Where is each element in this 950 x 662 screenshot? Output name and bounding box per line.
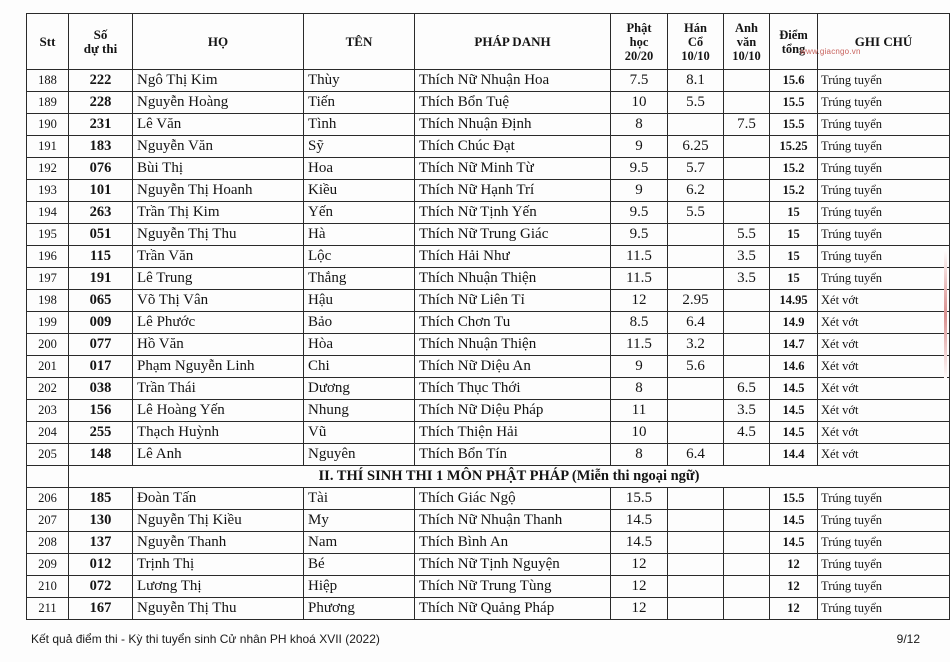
cell-sbd: 231 [69,114,133,136]
cell-diem-tong: 14.5 [770,400,818,422]
header-han-co-line2: Cổ [687,34,704,49]
cell-stt: 211 [27,598,69,620]
cell-ho: Phạm Nguyễn Linh [133,356,304,378]
cell-phat-hoc: 14.5 [611,510,668,532]
cell-diem-tong: 15.6 [770,70,818,92]
cell-phap-danh: Thích Nữ Tịnh Nguyện [415,554,611,576]
cell-phap-danh: Thích Nhuận Định [415,114,611,136]
cell-ghi-chu: Trúng tuyển [818,70,950,92]
cell-ghi-chu: Xét vớt [818,334,950,356]
cell-phap-danh: Thích Nữ Trung Tùng [415,576,611,598]
cell-phap-danh: Thích Nữ Liên Tỉ [415,290,611,312]
cell-phat-hoc: 12 [611,576,668,598]
cell-phat-hoc: 8 [611,444,668,466]
cell-diem-tong: 14.5 [770,510,818,532]
cell-ghi-chu: Xét vớt [818,378,950,400]
cell-anh-van [724,158,770,180]
cell-ho: Trịnh Thị [133,554,304,576]
cell-ten: Bé [304,554,415,576]
cell-ten: Hà [304,224,415,246]
cell-phat-hoc: 9 [611,136,668,158]
cell-sbd: 228 [69,92,133,114]
header-row [27,14,950,70]
cell-diem-tong: 15 [770,268,818,290]
header-anh-van-line2: văn [736,34,757,49]
cell-han-co: 6.25 [668,136,724,158]
cell-phap-danh: Thích Bổn Tín [415,444,611,466]
cell-stt: 206 [27,488,69,510]
cell-phat-hoc: 11.5 [611,268,668,290]
cell-sbd: 077 [69,334,133,356]
table-row [27,246,950,268]
cell-han-co [668,268,724,290]
cell-han-co: 3.2 [668,334,724,356]
cell-sbd: 263 [69,202,133,224]
table-row [27,202,950,224]
cell-ten: My [304,510,415,532]
cell-ghi-chu: Trúng tuyển [818,268,950,290]
cell-phap-danh: Thích Chơn Tu [415,312,611,334]
header-phat-hoc-line3: 20/20 [624,48,654,63]
table-row [27,70,950,92]
cell-ho: Nguyễn Thị Kiều [133,510,304,532]
cell-diem-tong: 14.5 [770,532,818,554]
cell-ten: Thùy [304,70,415,92]
cell-sbd: 148 [69,444,133,466]
cell-ten: Chi [304,356,415,378]
header-diem-tong-line2: tổng [781,41,806,56]
section-title: II. THÍ SINH THI 1 MÔN PHẬT PHÁP (Miễn thi ngoại ngữ) [69,466,950,488]
cell-phat-hoc: 11.5 [611,246,668,268]
cell-han-co: 5.5 [668,92,724,114]
header-anh-van-line3: 10/10 [732,48,761,63]
cell-han-co [668,246,724,268]
cell-sbd: 076 [69,158,133,180]
cell-phap-danh: Thích Nữ Hạnh Trí [415,180,611,202]
header-han-co-line3: 10/10 [681,48,710,63]
cell-anh-van [724,444,770,466]
cell-ten: Yến [304,202,415,224]
cell-sbd: 017 [69,356,133,378]
cell-anh-van [724,180,770,202]
cell-ghi-chu: Xét vớt [818,356,950,378]
cell-phap-danh: Thích Nữ Diệu An [415,356,611,378]
cell-phap-danh: Thích Giác Ngộ [415,488,611,510]
cell-diem-tong: 15 [770,246,818,268]
page-edge-mark [944,250,947,380]
cell-diem-tong: 15.5 [770,114,818,136]
cell-ten: Thắng [304,268,415,290]
cell-diem-tong: 12 [770,598,818,620]
cell-ghi-chu: Trúng tuyển [818,114,950,136]
cell-han-co: 5.7 [668,158,724,180]
cell-stt: 192 [27,158,69,180]
cell-ho: Nguyễn Hoàng [133,92,304,114]
cell-anh-van [724,312,770,334]
cell-ghi-chu: Trúng tuyển [818,598,950,620]
cell-sbd: 012 [69,554,133,576]
cell-sbd: 137 [69,532,133,554]
cell-ten: Lộc [304,246,415,268]
table-row [27,312,950,334]
cell-phat-hoc: 14.5 [611,532,668,554]
cell-sbd: 185 [69,488,133,510]
header-ten: TÊN [304,14,415,70]
cell-ten: Bảo [304,312,415,334]
cell-ghi-chu: Trúng tuyển [818,246,950,268]
footer-title: Kết quả điểm thi - Kỳ thi tuyển sinh Cử nhân PH khoá XVII (2022) [31,632,380,646]
cell-han-co [668,576,724,598]
cell-phap-danh: Thích Thục Thới [415,378,611,400]
cell-stt: 188 [27,70,69,92]
table-row [27,136,950,158]
table-row [27,158,950,180]
cell-ho: Trần Thái [133,378,304,400]
cell-han-co [668,488,724,510]
cell-diem-tong: 15.5 [770,488,818,510]
header-han-co-line1: Hán [684,20,707,35]
table-row [27,290,950,312]
cell-ten: Nhung [304,400,415,422]
cell-anh-van [724,290,770,312]
cell-stt: 193 [27,180,69,202]
cell-anh-van: 4.5 [724,422,770,444]
cell-phat-hoc: 12 [611,554,668,576]
cell-ten: Tài [304,488,415,510]
cell-ho: Hồ Văn [133,334,304,356]
cell-ho: Nguyễn Thị Thu [133,598,304,620]
cell-ho: Lê Hoàng Yến [133,400,304,422]
cell-han-co [668,378,724,400]
cell-stt: 210 [27,576,69,598]
cell-ho: Nguyễn Thị Hoanh [133,180,304,202]
cell-phat-hoc: 11.5 [611,334,668,356]
cell-han-co: 5.6 [668,356,724,378]
cell-anh-van: 3.5 [724,400,770,422]
cell-han-co [668,554,724,576]
cell-ten: Phương [304,598,415,620]
header-phat-hoc [611,14,668,70]
cell-phat-hoc: 8 [611,378,668,400]
cell-phap-danh: Thích Nhuận Thiện [415,334,611,356]
table-row [27,180,950,202]
cell-phat-hoc: 9 [611,180,668,202]
cell-phap-danh: Thích Thiện Hải [415,422,611,444]
cell-han-co: 2.95 [668,290,724,312]
table-body [27,70,950,620]
cell-ho: Lê Văn [133,114,304,136]
table-row [27,92,950,114]
table-row [27,114,950,136]
cell-stt: 207 [27,510,69,532]
cell-phap-danh: Thích Bổn Tuệ [415,92,611,114]
cell-ho: Lương Thị [133,576,304,598]
cell-ghi-chu: Xét vớt [818,400,950,422]
cell-stt: 203 [27,400,69,422]
cell-ghi-chu: Trúng tuyển [818,158,950,180]
cell-stt: 209 [27,554,69,576]
cell-ho: Trần Thị Kim [133,202,304,224]
cell-sbd: 009 [69,312,133,334]
cell-anh-van: 6.5 [724,378,770,400]
cell-ho: Lê Anh [133,444,304,466]
cell-stt: 189 [27,92,69,114]
page-number: 9/12 [896,632,920,646]
header-ho: HỌ [133,14,304,70]
table-row [27,488,950,510]
cell-ten: Tiến [304,92,415,114]
cell-anh-van [724,136,770,158]
cell-diem-tong: 14.6 [770,356,818,378]
cell-diem-tong: 14.7 [770,334,818,356]
cell-han-co [668,400,724,422]
cell-anh-van: 7.5 [724,114,770,136]
table-row [27,268,950,290]
cell-phat-hoc: 9.5 [611,224,668,246]
cell-diem-tong: 15 [770,202,818,224]
cell-ghi-chu: Trúng tuyển [818,180,950,202]
cell-ho: Ngô Thị Kim [133,70,304,92]
cell-diem-tong: 15.25 [770,136,818,158]
cell-sbd: 051 [69,224,133,246]
cell-ten: Tình [304,114,415,136]
header-han-co [668,14,724,70]
cell-phat-hoc: 8 [611,114,668,136]
cell-ghi-chu: Xét vớt [818,290,950,312]
cell-diem-tong: 15.2 [770,180,818,202]
cell-anh-van [724,334,770,356]
cell-ghi-chu: Trúng tuyển [818,554,950,576]
cell-sbd: 156 [69,400,133,422]
cell-ghi-chu: Trúng tuyển [818,488,950,510]
cell-stt: 194 [27,202,69,224]
cell-han-co [668,224,724,246]
cell-anh-van [724,202,770,224]
cell-phat-hoc: 10 [611,422,668,444]
cell-stt: 197 [27,268,69,290]
cell-ghi-chu: Trúng tuyển [818,532,950,554]
header-phap-danh: PHÁP DANH [415,14,611,70]
cell-diem-tong: 15 [770,224,818,246]
cell-phat-hoc: 7.5 [611,70,668,92]
cell-anh-van [724,510,770,532]
cell-sbd: 167 [69,598,133,620]
cell-anh-van: 3.5 [724,246,770,268]
cell-ten: Kiều [304,180,415,202]
cell-phap-danh: Thích Nữ Quảng Pháp [415,598,611,620]
cell-sbd: 115 [69,246,133,268]
cell-ho: Bùi Thị [133,158,304,180]
cell-stt: 200 [27,334,69,356]
cell-han-co [668,114,724,136]
cell-ghi-chu: Xét vớt [818,422,950,444]
cell-phat-hoc: 8.5 [611,312,668,334]
cell-sbd: 065 [69,290,133,312]
cell-phap-danh: Thích Nữ Trung Giác [415,224,611,246]
cell-phap-danh: Thích Nhuận Thiện [415,268,611,290]
cell-phat-hoc: 15.5 [611,488,668,510]
cell-phat-hoc: 10 [611,92,668,114]
table-row [27,510,950,532]
cell-stt: 199 [27,312,69,334]
cell-han-co: 6.2 [668,180,724,202]
cell-ho: Trần Văn [133,246,304,268]
header-diem-tong-line1: Điểm [779,27,808,42]
cell-diem-tong: 14.5 [770,422,818,444]
cell-ghi-chu: Xét vớt [818,312,950,334]
table-row [27,334,950,356]
cell-ten: Dương [304,378,415,400]
cell-han-co [668,598,724,620]
cell-ho: Đoàn Tấn [133,488,304,510]
cell-ghi-chu: Trúng tuyển [818,224,950,246]
cell-stt: 190 [27,114,69,136]
cell-ten: Hậu [304,290,415,312]
cell-ten: Hiệp [304,576,415,598]
cell-stt: 195 [27,224,69,246]
table-row [27,400,950,422]
cell-han-co [668,532,724,554]
table-row [27,532,950,554]
cell-ghi-chu: Trúng tuyển [818,92,950,114]
cell-sbd: 101 [69,180,133,202]
header-stt: Stt [27,14,69,70]
header-phat-hoc-line1: Phật [626,20,652,35]
cell-anh-van [724,488,770,510]
cell-diem-tong: 14.4 [770,444,818,466]
header-diem-tong [770,14,818,70]
cell-han-co [668,510,724,532]
cell-phat-hoc: 12 [611,598,668,620]
cell-ghi-chu: Trúng tuyển [818,202,950,224]
cell-phap-danh: Thích Bình An [415,532,611,554]
cell-han-co: 5.5 [668,202,724,224]
header-ghi-chu: GHI CHÚ [818,14,950,70]
cell-phap-danh: Thích Nữ Minh Từ [415,158,611,180]
cell-ho: Lê Phước [133,312,304,334]
cell-anh-van [724,532,770,554]
cell-sbd: 183 [69,136,133,158]
cell-ten: Vũ [304,422,415,444]
header-sbd-line1: Số [93,26,108,42]
cell-stt: 205 [27,444,69,466]
watermark: www.giacngo.vn [800,47,861,56]
cell-anh-van [724,598,770,620]
cell-sbd: 191 [69,268,133,290]
cell-phat-hoc: 12 [611,290,668,312]
cell-stt: 191 [27,136,69,158]
table-row [27,356,950,378]
cell-ho: Nguyễn Thị Thu [133,224,304,246]
table-row [27,444,950,466]
cell-phat-hoc: 9.5 [611,158,668,180]
cell-diem-tong: 15.5 [770,92,818,114]
header-anh-van [724,14,770,70]
section-empty-cell [27,466,69,488]
table-row [27,422,950,444]
cell-ho: Võ Thị Vân [133,290,304,312]
table-row [27,224,950,246]
table-row [27,554,950,576]
cell-han-co: 8.1 [668,70,724,92]
cell-ho: Thạch Huỳnh [133,422,304,444]
cell-diem-tong: 12 [770,554,818,576]
cell-phap-danh: Thích Nữ Diệu Pháp [415,400,611,422]
cell-ho: Nguyễn Thanh [133,532,304,554]
cell-stt: 202 [27,378,69,400]
cell-sbd: 130 [69,510,133,532]
cell-phat-hoc: 11 [611,400,668,422]
cell-diem-tong: 12 [770,576,818,598]
header-sbd-line2: dự thi [83,40,118,56]
cell-ghi-chu: Trúng tuyển [818,576,950,598]
header-sbd [69,14,133,70]
cell-stt: 208 [27,532,69,554]
cell-stt: 196 [27,246,69,268]
cell-phap-danh: Thích Nữ Nhuận Thanh [415,510,611,532]
results-table [26,13,950,620]
cell-phat-hoc: 9 [611,356,668,378]
cell-stt: 201 [27,356,69,378]
cell-diem-tong: 14.95 [770,290,818,312]
cell-ghi-chu: Trúng tuyển [818,510,950,532]
cell-ten: Hoa [304,158,415,180]
cell-sbd: 038 [69,378,133,400]
cell-phap-danh: Thích Hải Như [415,246,611,268]
header-anh-van-line1: Anh [735,20,758,35]
cell-sbd: 222 [69,70,133,92]
table-row [27,378,950,400]
cell-ten: Nam [304,532,415,554]
cell-han-co: 6.4 [668,312,724,334]
cell-phat-hoc: 9.5 [611,202,668,224]
cell-anh-van: 5.5 [724,224,770,246]
cell-anh-van [724,576,770,598]
cell-anh-van [724,356,770,378]
cell-ten: Sỹ [304,136,415,158]
cell-stt: 198 [27,290,69,312]
cell-anh-van: 3.5 [724,268,770,290]
cell-phap-danh: Thích Chúc Đạt [415,136,611,158]
cell-diem-tong: 14.9 [770,312,818,334]
cell-phap-danh: Thích Nữ Nhuận Hoa [415,70,611,92]
cell-ghi-chu: Trúng tuyển [818,136,950,158]
cell-han-co [668,422,724,444]
cell-anh-van [724,554,770,576]
cell-diem-tong: 15.2 [770,158,818,180]
cell-ho: Nguyễn Văn [133,136,304,158]
cell-han-co: 6.4 [668,444,724,466]
cell-phap-danh: Thích Nữ Tịnh Yến [415,202,611,224]
cell-sbd: 072 [69,576,133,598]
cell-ten: Nguyên [304,444,415,466]
cell-sbd: 255 [69,422,133,444]
cell-anh-van [724,92,770,114]
section-row [27,466,950,488]
cell-ten: Hòa [304,334,415,356]
header-phat-hoc-line2: học [629,34,649,49]
table-row [27,598,950,620]
table-row [27,576,950,598]
cell-ghi-chu: Xét vớt [818,444,950,466]
cell-diem-tong: 14.5 [770,378,818,400]
cell-stt: 204 [27,422,69,444]
cell-ho: Lê Trung [133,268,304,290]
cell-anh-van [724,70,770,92]
